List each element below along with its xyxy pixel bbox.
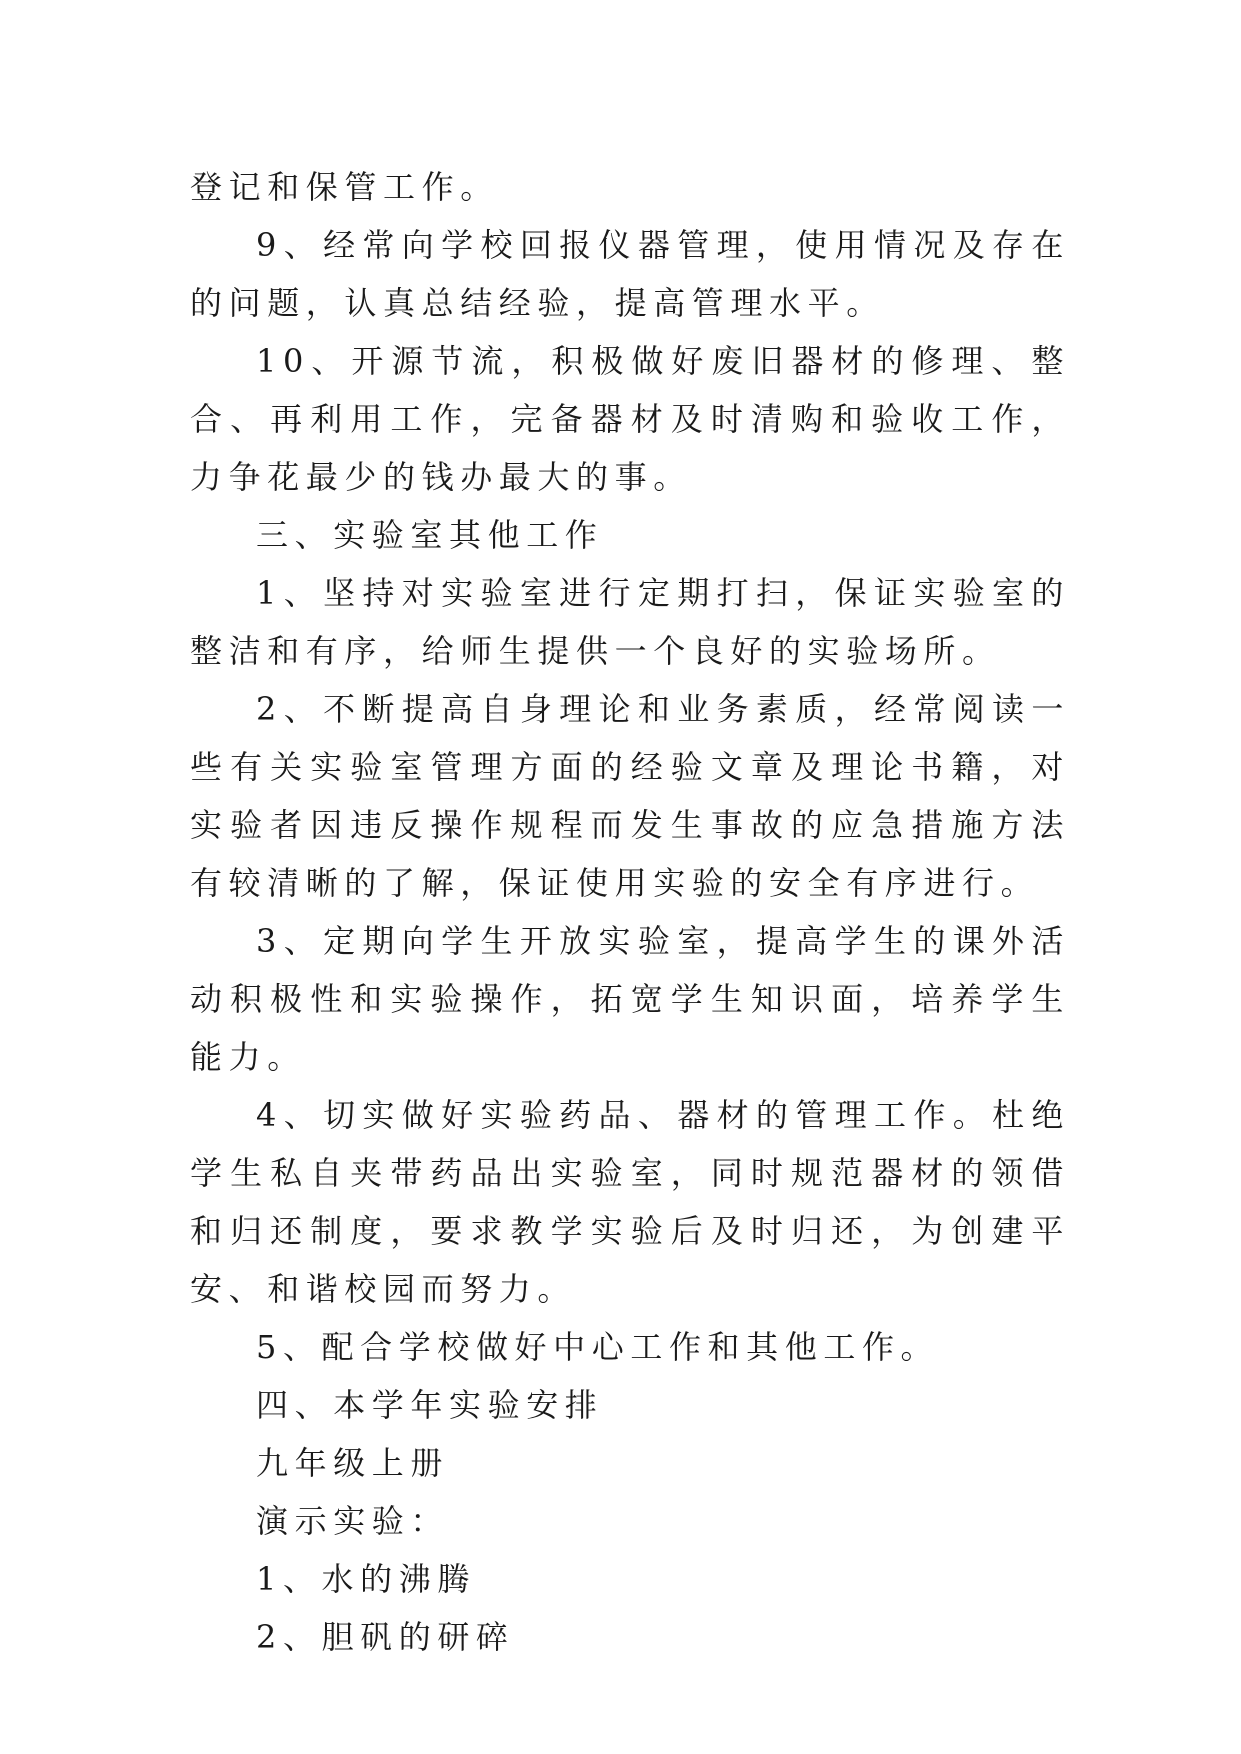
paragraph-item-10: 10、开源节流，积极做好废旧器材的修理、整合、再利用工作，完备器材及时清购和验收工作，力争花最少的钱办最大的事。: [190, 342, 1070, 496]
section-heading-4: 四、本学年实验安排: [256, 1386, 604, 1424]
subheading-demo-experiments: 演示实验：: [256, 1502, 450, 1540]
document-body: [190, 158, 1070, 1666]
paragraph-item-3: 3、定期向学生开放实验室，提高学生的课外活动积极性和实验操作，拓宽学生知识面，培养学生能力。: [190, 922, 1070, 1076]
list-item-experiment-1: 1、水的沸腾: [256, 1560, 476, 1598]
paragraph-item-9: 9、经常向学校回报仪器管理，使用情况及存在的问题，认真总结经验，提高管理水平。: [190, 226, 1070, 322]
paragraph-item-2: 2、不断提高自身理论和业务素质，经常阅读一些有关实验室管理方面的经验文章及理论书籍，对实验者因违反操作规程而发生事故的应急措施方法有较清晰的了解，保证使用实验的安全有序进行。: [190, 690, 1070, 902]
paragraph-item-4: 4、切实做好实验药品、器材的管理工作。杜绝学生私自夹带药品出实验室，同时规范器材的领借和归还制度，要求教学实验后及时归还，为创建平安、和谐校园而努力。: [190, 1096, 1070, 1308]
paragraph-item-1: 1、坚持对实验室进行定期打扫，保证实验室的整洁和有序，给师生提供一个良好的实验场所。: [190, 574, 1070, 670]
list-item-experiment-2: 2、胆矾的研碎: [256, 1618, 515, 1656]
section-heading-3: 三、实验室其他工作: [256, 516, 604, 554]
subheading-grade: 九年级上册: [256, 1444, 450, 1482]
paragraph-continuation: 登记和保管工作。: [190, 168, 499, 206]
paragraph-item-5: 5、配合学校做好中心工作和其他工作。: [256, 1328, 940, 1366]
